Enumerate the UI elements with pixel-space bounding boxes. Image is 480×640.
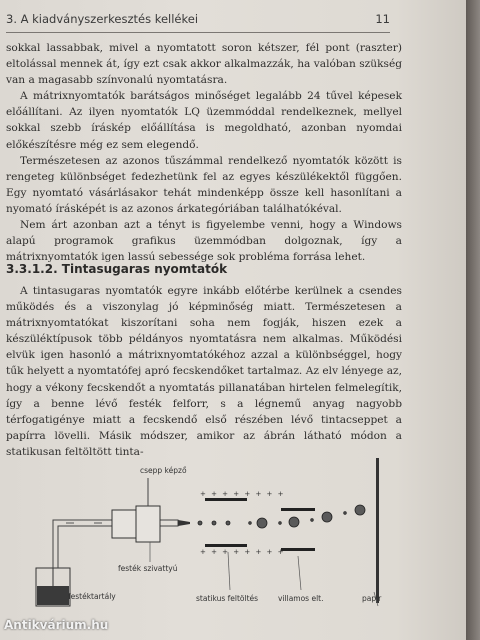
inkjet-diagram	[0, 440, 466, 615]
charging-plate-top-signs: + + + + + + + +	[200, 490, 285, 498]
inkjet-diagram-drawing	[0, 440, 466, 615]
running-header	[6, 12, 390, 33]
section-heading: 3.3.1.2. Tintasugaras nyomtatók	[6, 262, 228, 276]
page-number: 11	[375, 12, 390, 26]
ink-pump-label: festék szivattyú	[118, 564, 178, 573]
paragraph: A mátrixnyomtatók barátságos minőséget legalább 24 tűvel képesek előállítani. Az ilyen nyomtatók LQ üzemmóddal rendelkeznek, mellyel sokkal szebb íráskép előállítása is megoldható, azonban nyomdai előkészítésre még ez sem elegendő.	[6, 90, 402, 151]
watermark: Antikvárium.hu	[4, 618, 109, 632]
paragraph: Természetesen az azonos tűszámmal rendelkező nyomtatók között is rengeteg különbséget fedezhetünk fel az egyes készülékektől függően. Egy nyomtató vásárlásakor tehát mindenképp össze kell hasonlítani a nyomató írásképét is az azonos árkategóriában találhatókéval.	[6, 154, 402, 215]
paragraph: Nem árt azonban azt a tényt is figyelembe venni, hogy a Windows alapú programok grafikus üzemmódban dolgoznak, így a mátrixnyomtatók igen lassú sebessége sok probléma forrása lehet.	[6, 219, 402, 264]
ink-tank	[36, 568, 70, 606]
paper-label: papír	[362, 594, 382, 603]
page-edge-shadow	[466, 0, 480, 640]
static-charging-label: statikus feltöltés	[196, 594, 259, 603]
deflection-label: villamos elt.	[278, 594, 324, 603]
paper-sheet	[376, 458, 379, 603]
paragraph: sokkal lassabbak, mivel a nyomtatott soron kétszer, fél pont (raszter) eltolással mennek át, így ezt csak akkor alkalmazzák, ha valóban szükség van a magasabb színvonalú nyomtatásra.	[6, 42, 402, 87]
ink-tank-label: festéktartály	[68, 592, 116, 601]
pump-block	[112, 510, 136, 538]
chapter-title: 3. A kiadványszerkesztés kellékei	[6, 12, 199, 26]
drop-generator-label: csepp képző	[140, 466, 187, 475]
drop-generator-block	[136, 506, 160, 542]
paragraph: A tintasugaras nyomtatók egyre inkább előtérbe kerülnek a csendes működés és a viszonylag jó képminőség miatt. Természetesen a mátrixnyomtatókat kiszorítani soha nem fogják, hiszen ezek a készüléktípusok több példányos nyomtatásra nem alkalmas. Működési elvük igen hasonló a mátrixnyomtatókéhoz azzal a különbséggel, hogy tűk helyett a nyomtatófej apró fecskendőket tartalmaz. Az elv lényege az, hogy a vékony fecskendőt a nyomtatás pillanatában hirtelen felmelegítik, így a benne lévő festék felforr, s a légnemű anyag nagyobb térfogatigénye miatt a fecskendő első részében lévő tintacseppet a papírra lövelli. Másik módszer, amikor az ábrán látható módon a statikusan feltöltött tinta-	[6, 285, 402, 458]
body-text-section	[6, 283, 402, 460]
ink-droplets	[198, 521, 230, 525]
body-text-top	[6, 40, 402, 265]
deflection-plates	[281, 508, 315, 551]
charging-plate-bottom-signs: + + + + + + + +	[200, 548, 285, 556]
nozzle	[178, 520, 190, 526]
